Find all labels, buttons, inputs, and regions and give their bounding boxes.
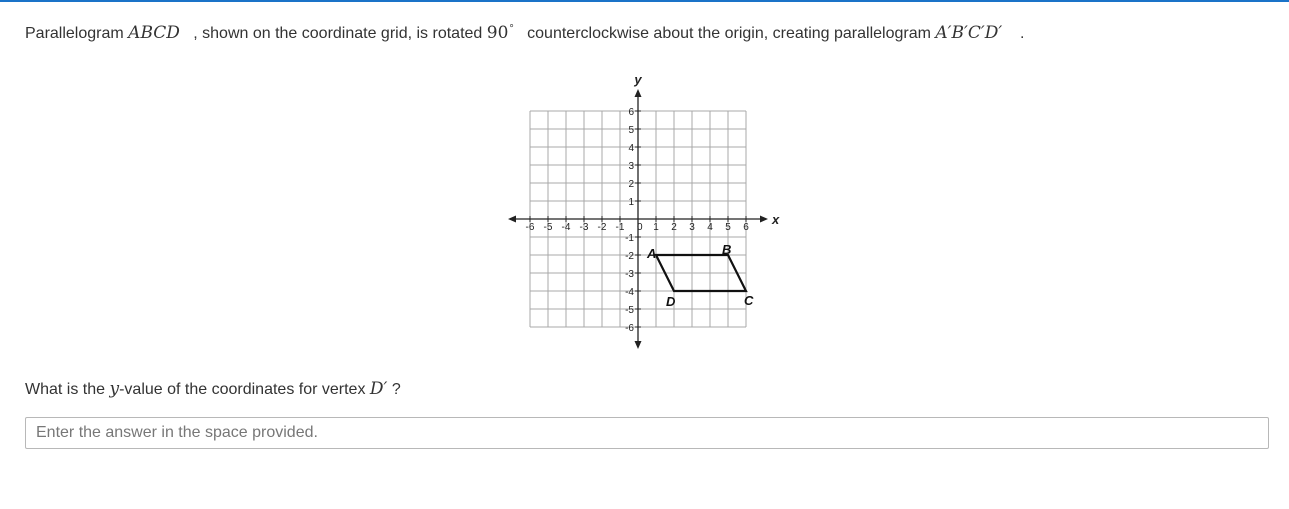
y-tick-label: -3 xyxy=(625,269,634,280)
y-tick-label: -6 xyxy=(625,323,634,334)
x-tick-label: -4 xyxy=(561,222,571,233)
y-tick-label: -2 xyxy=(625,251,634,262)
y-tick-label: 4 xyxy=(628,143,634,154)
x-tick-label: -6 xyxy=(525,222,535,233)
vertex-label-b: B xyxy=(722,242,732,257)
y-tick-label: 6 xyxy=(628,107,634,118)
angle-value: 90 xyxy=(486,23,509,43)
coordinate-grid xyxy=(504,62,794,354)
prompt-variable: y xyxy=(109,379,120,399)
prompt-middle: -value of the coordinates for vertex xyxy=(119,381,366,398)
y-tick-label: 5 xyxy=(628,125,634,136)
x-tick-label: -5 xyxy=(543,222,553,233)
y-tick-label: 1 xyxy=(628,197,634,208)
question-intro: Parallelogram xyxy=(25,25,124,42)
answer-input[interactable] xyxy=(25,417,1269,449)
coordinate-grid-figure xyxy=(504,62,794,354)
question-text xyxy=(25,18,1024,45)
prompt-end: ? xyxy=(391,381,401,398)
y-tick-label: -4 xyxy=(625,287,634,298)
prompt-before: What is the xyxy=(25,381,106,398)
x-tick-label: 2 xyxy=(671,222,677,233)
image-shape-name: A′B′C′D′ xyxy=(935,23,1003,43)
vertex-label-c: C xyxy=(744,293,754,308)
prompt-text xyxy=(25,378,401,401)
degree-symbol: ° xyxy=(509,23,514,35)
top-accent-bar xyxy=(0,0,1289,2)
x-tick-label: 3 xyxy=(689,222,695,233)
vertex-label-d: D xyxy=(666,294,676,309)
prompt-vertex: D′ xyxy=(369,379,388,399)
x-axis-arrow-left xyxy=(508,216,516,223)
shape-name: ABCD xyxy=(128,23,180,43)
x-tick-label: 4 xyxy=(707,222,713,233)
x-tick-label: -2 xyxy=(597,222,607,233)
x-tick-label: 6 xyxy=(743,222,749,233)
x-tick-label: 1 xyxy=(653,222,659,233)
y-tick-label: -5 xyxy=(625,305,634,316)
y-axis-arrow-up xyxy=(635,89,642,97)
y-axis-label: y xyxy=(634,72,642,87)
x-tick-label: 0 xyxy=(637,222,643,233)
y-tick-label: 2 xyxy=(628,179,634,190)
y-tick-label: -1 xyxy=(625,233,634,244)
y-axis-arrow-down xyxy=(635,341,642,349)
x-axis-label: x xyxy=(772,212,780,227)
x-axis-arrow-right xyxy=(760,216,768,223)
question-end: . xyxy=(1020,25,1025,42)
x-tick-label: -1 xyxy=(615,222,625,233)
x-tick-label: 5 xyxy=(725,222,731,233)
y-tick-label: 3 xyxy=(628,161,634,172)
x-tick-label: -3 xyxy=(579,222,589,233)
question-middle: , shown on the coordinate grid, is rotated xyxy=(193,25,483,42)
vertex-label-a: A xyxy=(647,246,657,261)
question-after: counterclockwise about the origin, creating parallelogram xyxy=(527,25,931,42)
